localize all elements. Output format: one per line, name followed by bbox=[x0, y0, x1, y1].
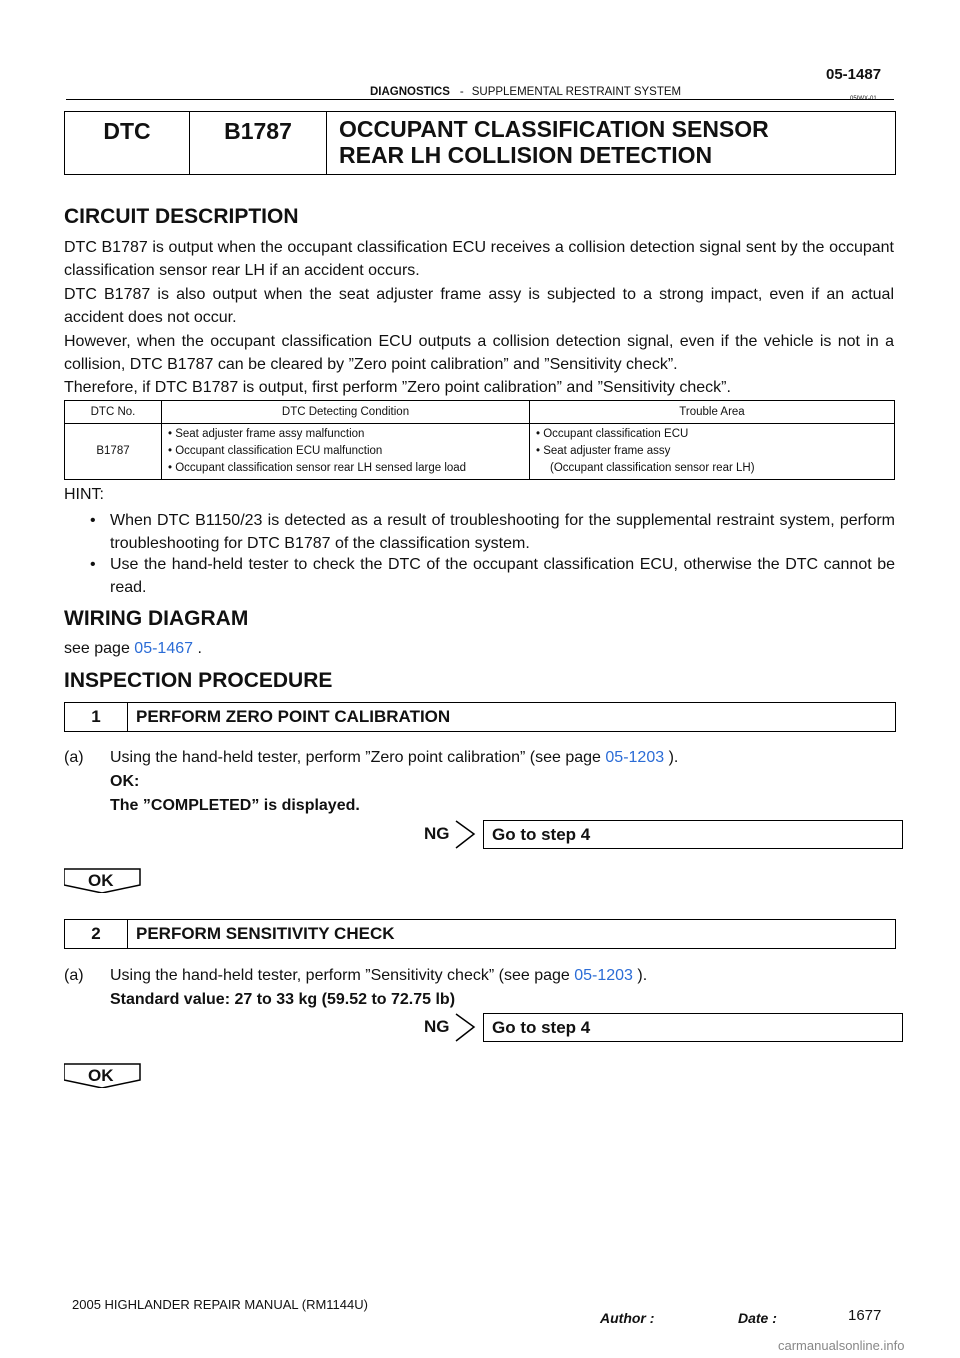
step-1-box bbox=[64, 702, 896, 732]
inspection-procedure-heading: INSPECTION PROCEDURE bbox=[64, 669, 333, 692]
ng-branch bbox=[410, 820, 896, 850]
step-1-item-a bbox=[64, 746, 678, 769]
item-label: (a) bbox=[64, 967, 84, 984]
area-item: • Occupant classification ECU bbox=[536, 428, 689, 440]
page-link[interactable]: 05-1203 bbox=[605, 749, 665, 766]
page-link[interactable]: 05-1467 bbox=[134, 640, 194, 657]
hint-label: HINT: bbox=[64, 486, 104, 503]
step-title: PERFORM SENSITIVITY CHECK bbox=[136, 924, 395, 943]
wiring-diagram-heading: WIRING DIAGRAM bbox=[64, 607, 249, 630]
ok-label: OK bbox=[88, 871, 114, 890]
item-text: Using the hand-held tester, perform ”Zero point calibration” (see page bbox=[110, 749, 601, 766]
circuit-paragraph: DTC B1787 is also output when the seat adjuster frame assy is subjected to a strong impact, even if an actual accident does not occur. bbox=[64, 285, 894, 327]
table-header-cell: Trouble Area bbox=[530, 401, 895, 424]
hint-bullet-item bbox=[90, 509, 895, 556]
author-label: Author : bbox=[600, 1310, 655, 1326]
circuit-description-heading: CIRCUIT DESCRIPTION bbox=[64, 205, 299, 228]
dtc-table bbox=[64, 400, 895, 480]
table-header-cell: DTC No. bbox=[65, 401, 162, 424]
condition-item: • Occupant classification ECU malfunction bbox=[168, 445, 383, 457]
item-end: ). bbox=[637, 967, 648, 984]
title-description bbox=[327, 112, 895, 174]
condition-item: • Seat adjuster frame assy malfunction bbox=[168, 428, 365, 440]
ok-label: OK bbox=[88, 1066, 114, 1085]
ng-branch bbox=[410, 1013, 896, 1043]
circuit-paragraph: Therefore, if DTC B1787 is output, first perform ”Zero point calibration” and ”Sensitivity check”. bbox=[64, 379, 731, 397]
wiring-see-page bbox=[64, 637, 894, 660]
trouble-area-cell bbox=[530, 424, 895, 480]
step-2-box bbox=[64, 919, 896, 949]
page-number: 1677 bbox=[848, 1307, 882, 1324]
title-line-2: REAR LH COLLISION DETECTION bbox=[339, 142, 713, 168]
ok-tag bbox=[64, 1062, 144, 1088]
ok-criteria-label: OK: bbox=[110, 773, 140, 790]
area-item: (Occupant classification sensor rear LH) bbox=[550, 462, 755, 474]
ng-arrow-icon bbox=[410, 1013, 490, 1043]
bullet-icon: • bbox=[90, 512, 96, 529]
step-title: PERFORM ZERO POINT CALIBRATION bbox=[136, 707, 451, 726]
ng-arrow-icon bbox=[410, 820, 490, 850]
date-label: Date : bbox=[738, 1310, 777, 1326]
go-to-step-button[interactable]: Go to step 4 bbox=[483, 820, 903, 849]
item-text: Using the hand-held tester, perform ”Sensitivity check” (see page bbox=[110, 967, 570, 984]
step-number: 1 bbox=[65, 703, 128, 731]
area-item: • Seat adjuster frame assy bbox=[536, 445, 671, 457]
page-reference: 05-1487 bbox=[826, 66, 882, 83]
ok-criteria-text: The ”COMPLETED” is displayed. bbox=[110, 797, 360, 814]
item-end: ). bbox=[668, 749, 679, 766]
step-number: 2 bbox=[65, 920, 128, 948]
watermark: carmanualsonline.info bbox=[778, 1338, 905, 1353]
circuit-description-text bbox=[64, 236, 894, 400]
section-header bbox=[370, 86, 681, 98]
section-name: DIAGNOSTICS bbox=[370, 86, 450, 98]
see-page-end: . bbox=[197, 640, 202, 657]
hint-text: When DTC B1150/23 is detected as a result of troubleshooting for the supplemental restraint system, perform troubleshooting for DTC B1787 of the classification system. bbox=[110, 512, 895, 553]
hint-text: Use the hand-held tester to check the DTC of the occupant classification ECU, otherwise the DTC cannot be read. bbox=[110, 556, 895, 597]
ng-label: NG bbox=[424, 824, 450, 843]
title-line-1: OCCUPANT CLASSIFICATION SENSOR bbox=[339, 116, 769, 142]
manual-footer: 2005 HIGHLANDER REPAIR MANUAL (RM1144U) bbox=[72, 1297, 368, 1312]
see-page-text: see page bbox=[64, 640, 130, 657]
table-header-row bbox=[65, 401, 895, 424]
table-header-cell: DTC Detecting Condition bbox=[162, 401, 530, 424]
circuit-paragraph: However, when the occupant classification ECU outputs a collision detection signal, even if the vehicle is not in a collision, DTC B1787 can be cleared by ”Zero point calibration” and ”Sensitivity check”. bbox=[64, 332, 894, 374]
page-link[interactable]: 05-1203 bbox=[574, 967, 633, 984]
circuit-paragraph: DTC B1787 is output when the occupant classification ECU receives a collision detection signal sent by the occupant classification sensor rear LH if an accident occurs. bbox=[64, 239, 894, 280]
detecting-condition-cell bbox=[162, 424, 530, 480]
ok-tag bbox=[64, 867, 144, 893]
table-row bbox=[65, 424, 895, 480]
bullet-icon: • bbox=[90, 556, 96, 573]
subsection-name: SUPPLEMENTAL RESTRAINT SYSTEM bbox=[471, 86, 682, 98]
title-dtc-code: B1787 bbox=[190, 112, 327, 174]
standard-value-text: Standard value: 27 to 33 kg (59.52 to 72.75 lb) bbox=[110, 991, 456, 1008]
ng-label: NG bbox=[424, 1017, 450, 1036]
condition-item: • Occupant classification sensor rear LH sensed large load bbox=[168, 462, 467, 474]
dtc-title-box bbox=[64, 111, 896, 175]
dtc-number-cell: B1787 bbox=[65, 424, 162, 480]
hint-bullet-item bbox=[90, 553, 895, 600]
doc-code: 05IWX-01 bbox=[850, 96, 877, 102]
header-rule bbox=[66, 99, 894, 100]
go-to-step-button[interactable]: Go to step 4 bbox=[483, 1013, 903, 1042]
title-dtc-label: DTC bbox=[65, 112, 190, 174]
item-label: (a) bbox=[64, 749, 84, 766]
step-2-item-a bbox=[64, 964, 647, 987]
header-dash: - bbox=[459, 86, 464, 98]
